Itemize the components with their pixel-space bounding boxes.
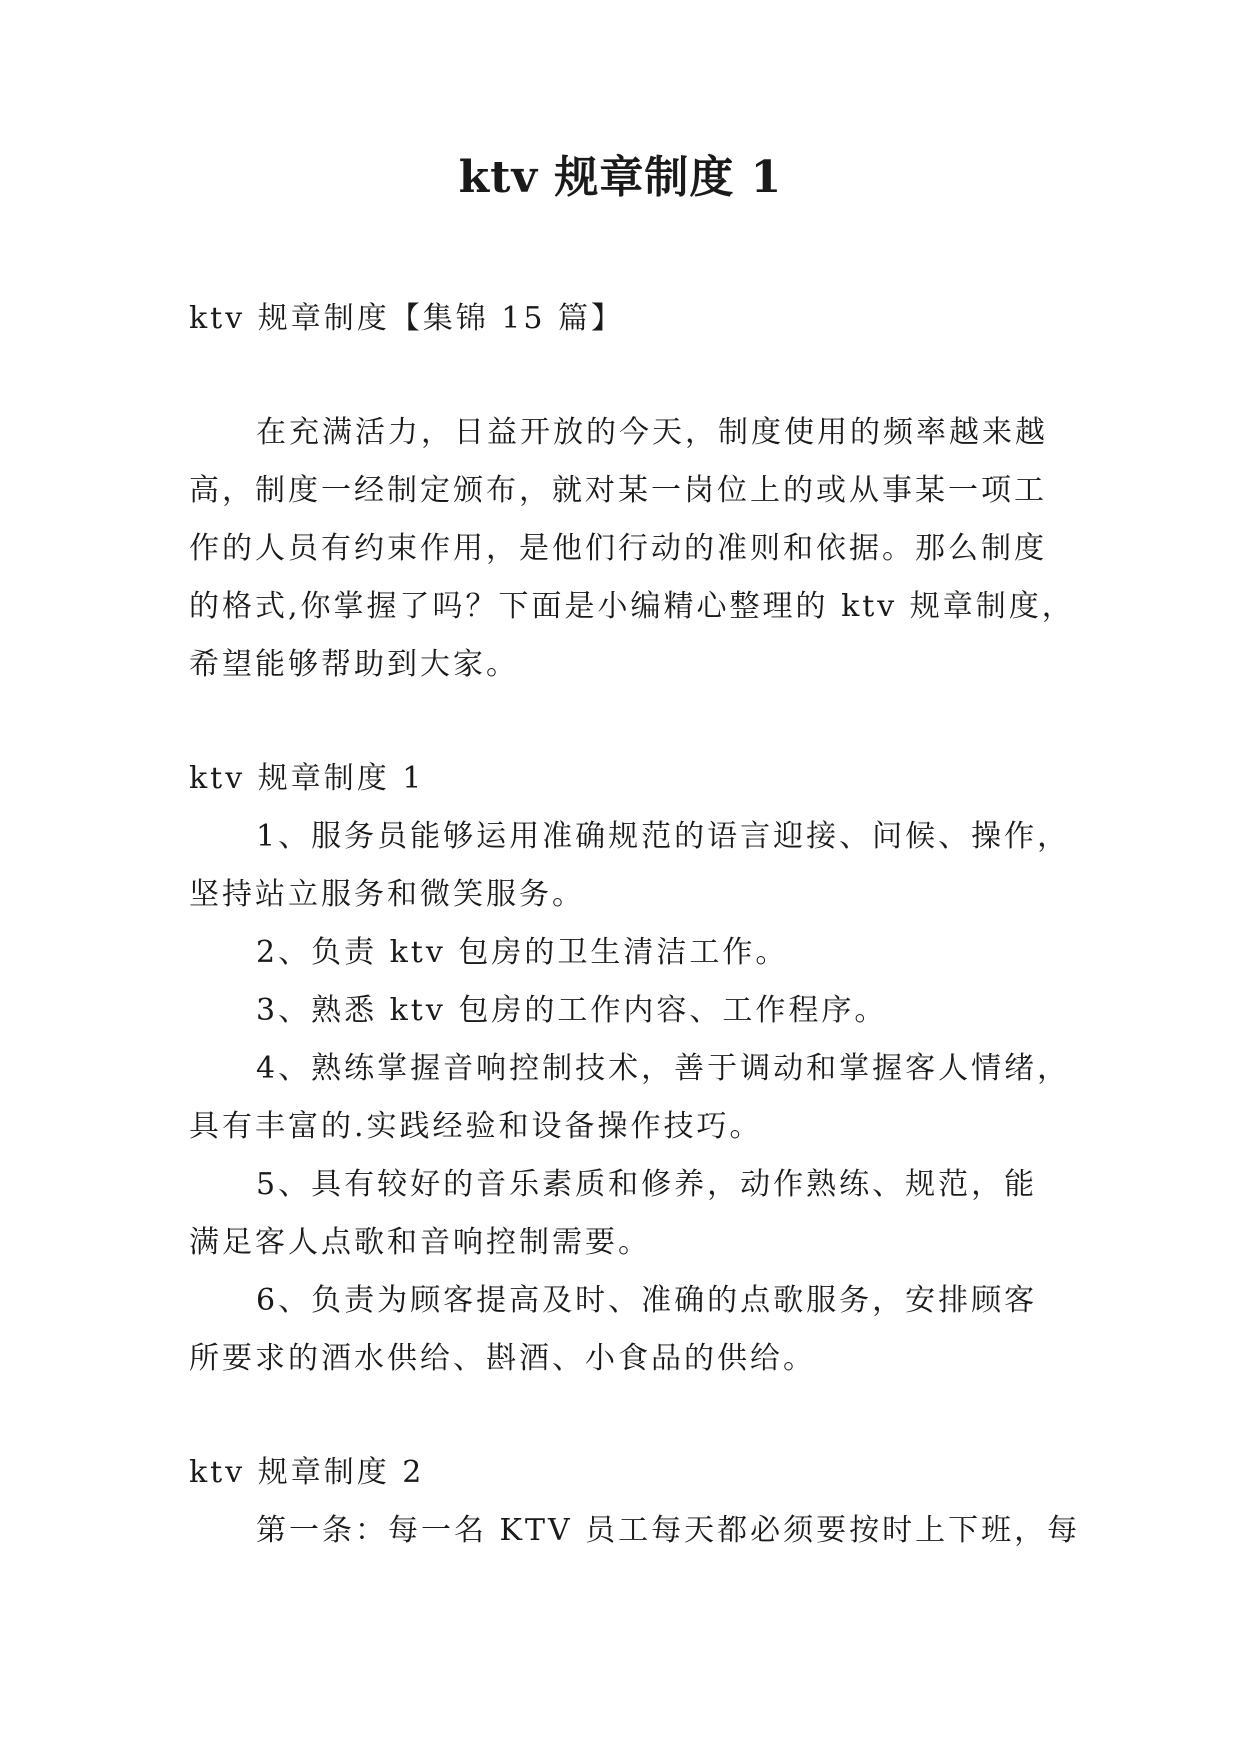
intro-line: 作的人员有约束作用，是他们行动的准则和依据。那么制度 — [189, 531, 1047, 566]
section-1 — [189, 750, 1071, 1388]
section-line: 1、服务员能够运用准确规范的语言迎接、问候、操作， — [256, 819, 1071, 854]
intro-line: 高，制度一经制定颁布，就对某一岗位上的或从事某一项工 — [189, 473, 1047, 508]
section-line: 所要求的酒水供给、斟酒、小食品的供给。 — [189, 1341, 816, 1376]
section-line: 坚持站立服务和微笑服务。 — [189, 877, 585, 912]
section-line: 第一条：每一名 KTV 员工每天都必须要按时上下班，每 — [256, 1513, 1081, 1548]
section-line: 5、具有较好的音乐素质和修养，动作熟练、规范，能 — [256, 1167, 1038, 1202]
section-line: 4、熟练掌握音响控制技术，善于调动和掌握客人情绪， — [256, 1051, 1071, 1086]
document-body — [189, 290, 1081, 1560]
section-heading: ktv 规章制度 1 — [189, 761, 425, 796]
spacer — [189, 1388, 1053, 1444]
spacer — [189, 348, 1053, 404]
intro-line: 的格式,你掌握了吗？下面是小编精心整理的 ktv 规章制度， — [189, 589, 1075, 624]
section-2 — [189, 1444, 1081, 1560]
intro-line: 在充满活力，日益开放的今天，制度使用的频率越来越 — [256, 415, 1048, 450]
section-line: 具有丰富的.实践经验和设备操作技巧。 — [189, 1109, 763, 1144]
document-title: ktv 规章制度 1 — [458, 152, 783, 203]
section-line: 2、负责 ktv 包房的卫生清洁工作。 — [256, 935, 789, 970]
section-line: 3、熟悉 ktv 包房的工作内容、工作程序。 — [256, 993, 888, 1028]
intro-line: 希望能够帮助到大家。 — [189, 647, 519, 682]
section-line: 6、负责为顾客提高及时、准确的点歌服务，安排顾客 — [256, 1283, 1038, 1318]
section-line: 满足客人点歌和音响控制需要。 — [189, 1225, 651, 1260]
intro-paragraph — [189, 404, 1075, 694]
spacer — [189, 694, 1053, 750]
document-subtitle: ktv 规章制度【集锦 15 篇】 — [189, 301, 624, 336]
section-heading: ktv 规章制度 2 — [189, 1455, 425, 1490]
